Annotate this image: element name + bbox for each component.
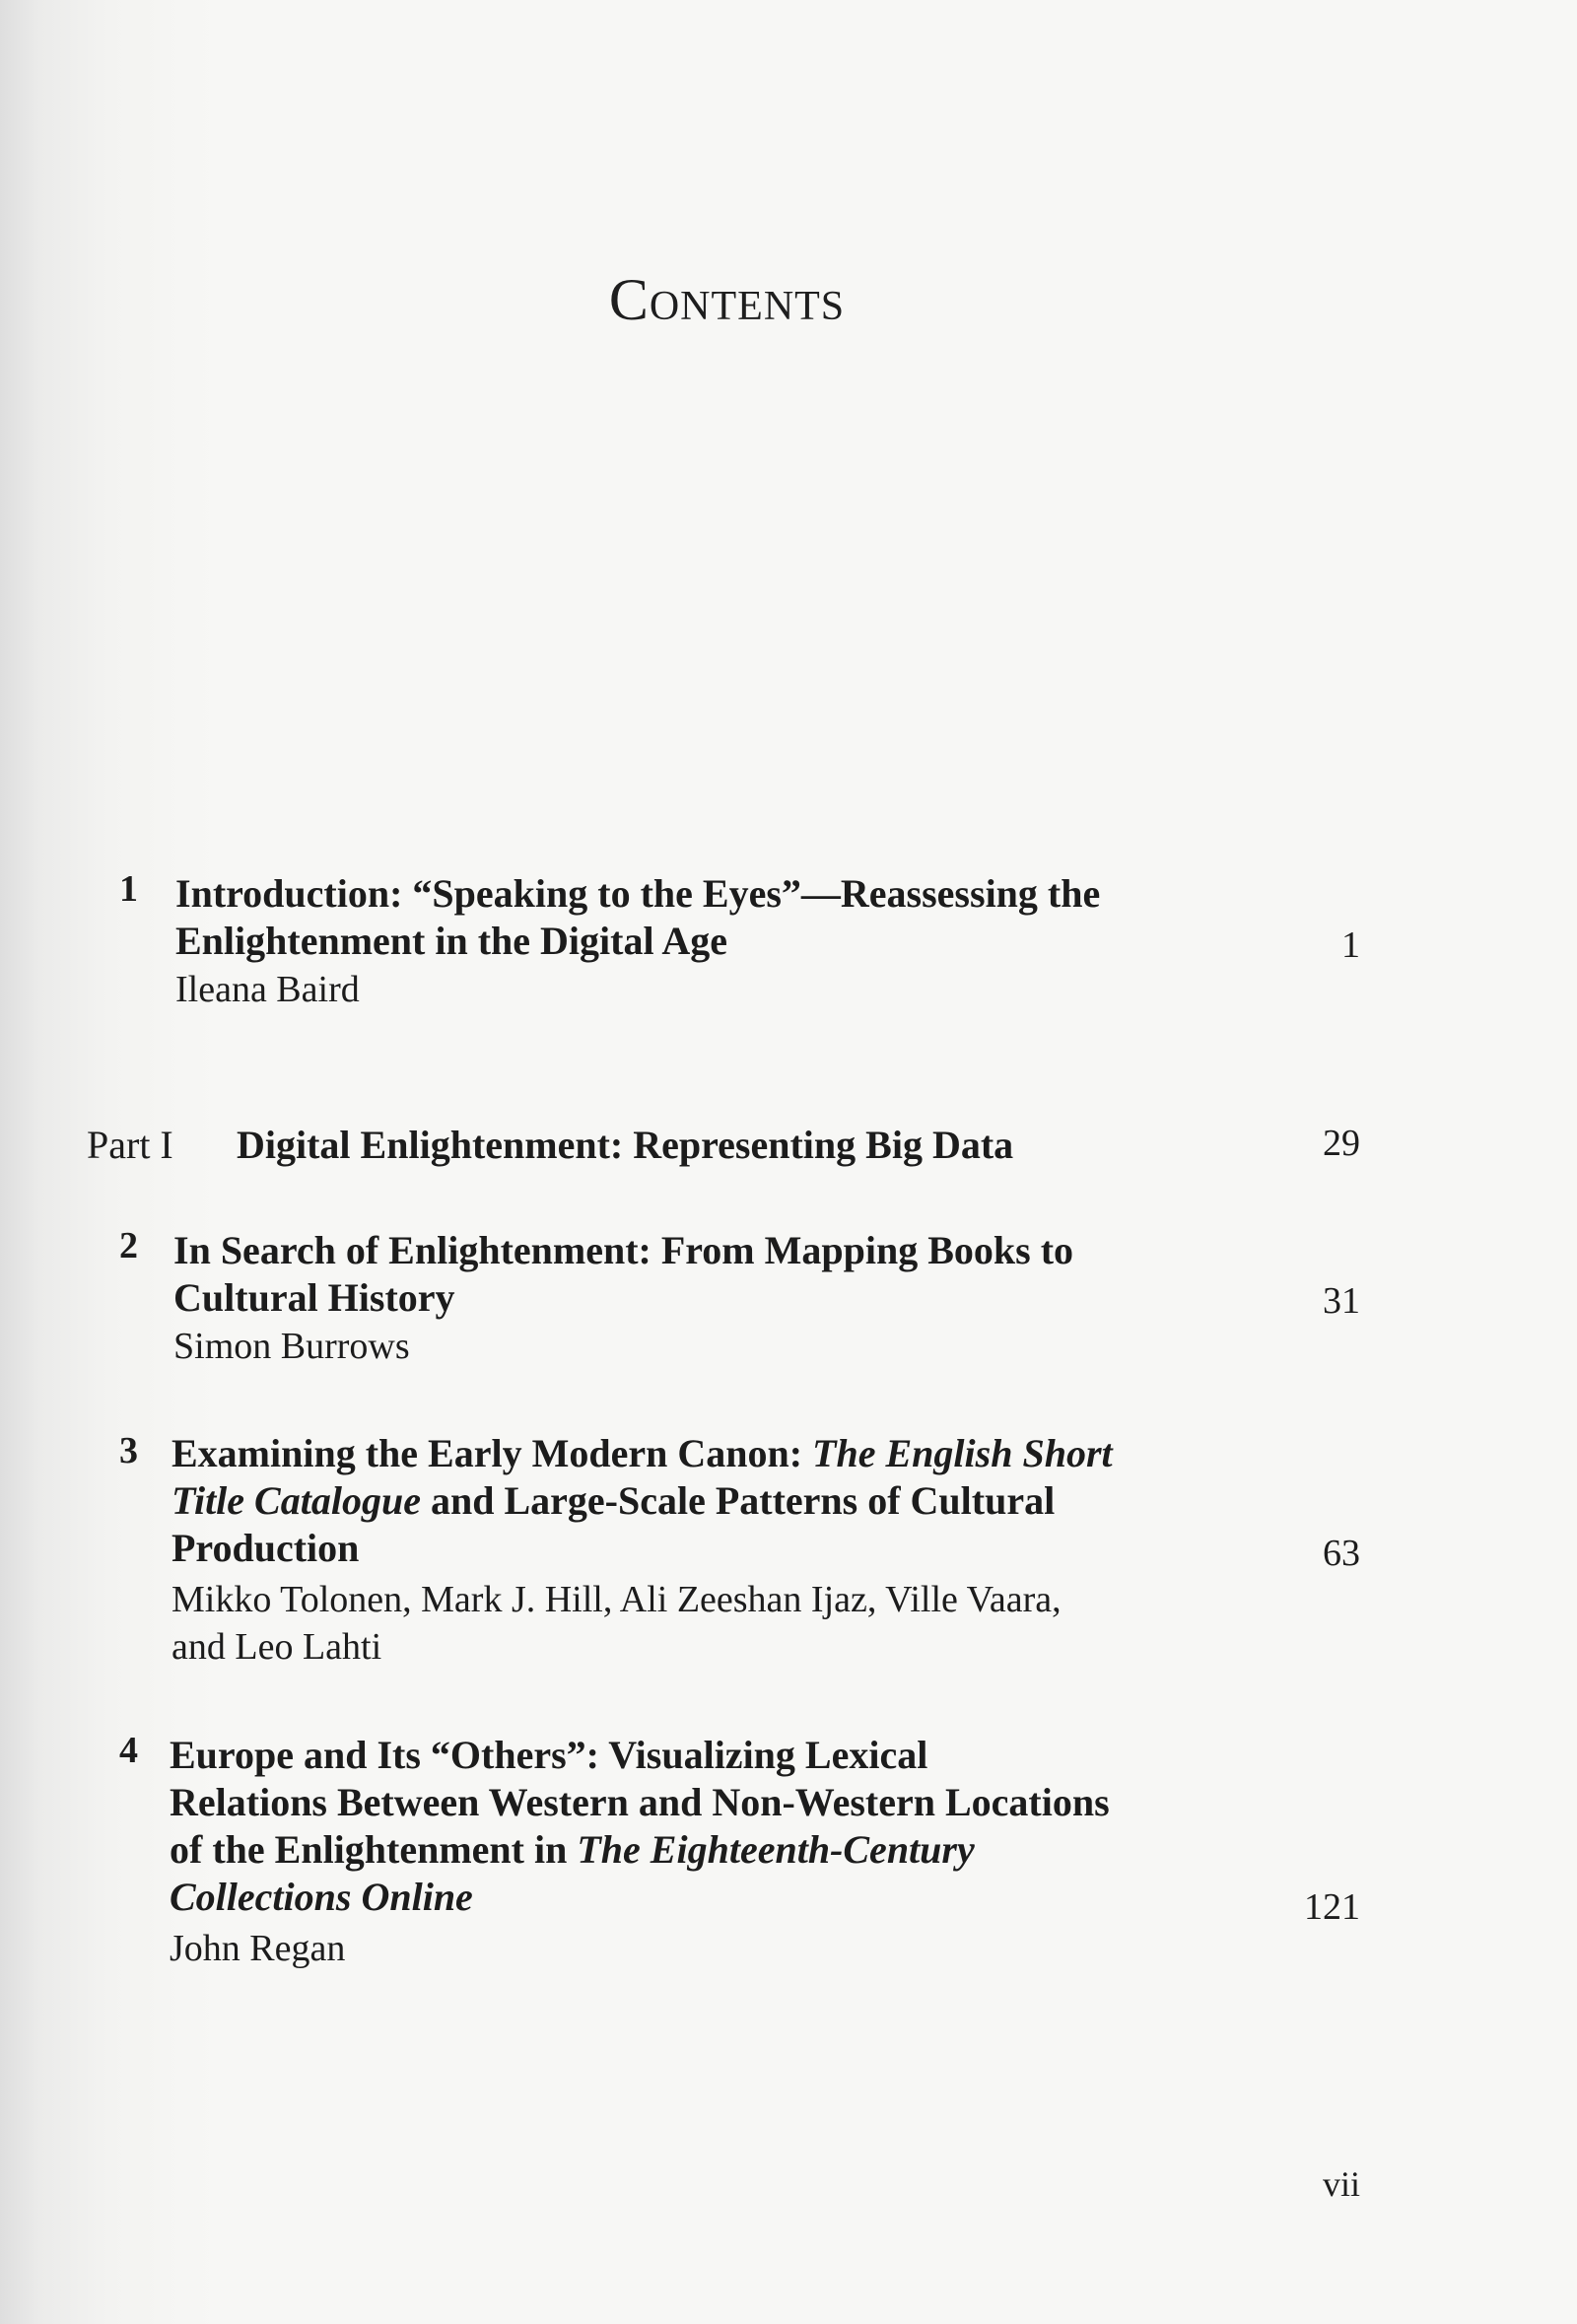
part-label: Part I xyxy=(87,1123,173,1167)
chapter-author-line: and Leo Lahti xyxy=(171,1626,382,1668)
chapter-title-text: and Large-Scale Patterns of Cultural xyxy=(420,1478,1056,1523)
chapter-author: Simon Burrows xyxy=(173,1326,410,1367)
chapter-title xyxy=(170,1732,1214,1921)
page-number: 121 xyxy=(1304,1886,1360,1928)
chapter-number: 2 xyxy=(119,1225,138,1266)
page-number: 63 xyxy=(1323,1533,1360,1574)
chapter-number: 4 xyxy=(119,1730,138,1771)
chapter-title-text: Examining the Early Modern Canon: xyxy=(171,1431,813,1475)
chapter-title-line: Relations Between Western and Non-Western Locations xyxy=(170,1780,1110,1824)
page-number: 1 xyxy=(1341,924,1360,966)
chapter-title-text: of the Enlightenment in xyxy=(170,1827,578,1872)
chapter-title-line: Enlightenment in the Digital Age xyxy=(175,919,728,963)
chapter-title-line xyxy=(170,1874,1214,1921)
chapter-author xyxy=(171,1576,1256,1671)
chapter-number: 3 xyxy=(119,1430,138,1471)
chapter-title-line xyxy=(171,1477,1216,1525)
page-number: 31 xyxy=(1323,1280,1360,1322)
chapter-title-italic: The English Short xyxy=(812,1431,1113,1475)
chapter-author: Ileana Baird xyxy=(175,969,360,1010)
chapter-title-line: Introduction: “Speaking to the Eyes”—Reassessing the xyxy=(175,871,1101,916)
chapter-title xyxy=(175,870,1220,965)
folio-page-number: vii xyxy=(1322,2164,1360,2204)
chapter-title-line: In Search of Enlightenment: From Mapping Books to xyxy=(173,1228,1074,1272)
chapter-title-line: Europe and Its “Others”: Visualizing Lexical xyxy=(170,1733,928,1777)
page-title: Contents xyxy=(608,267,846,332)
chapter-author-line: Mikko Tolonen, Mark J. Hill, Ali Zeeshan Ijaz, Ville Vaara, xyxy=(171,1579,1062,1620)
chapter-title-line: Production xyxy=(171,1526,360,1570)
chapter-number: 1 xyxy=(119,868,138,910)
chapter-title-italic: The Eighteenth-Century xyxy=(577,1827,975,1872)
chapter-title-italic: Title Catalogue xyxy=(171,1478,421,1523)
chapter-title xyxy=(171,1430,1216,1572)
chapter-title-line xyxy=(171,1430,1216,1477)
chapter-author: John Regan xyxy=(170,1928,346,1969)
page-number: 29 xyxy=(1323,1123,1360,1164)
chapter-title-line: Cultural History xyxy=(173,1275,455,1320)
chapter-title-line xyxy=(170,1826,1214,1874)
chapter-title-italic: Collections Online xyxy=(170,1875,473,1919)
part-title: Digital Enlightenment: Representing Big Data xyxy=(237,1123,1014,1167)
chapter-title xyxy=(173,1227,1218,1322)
